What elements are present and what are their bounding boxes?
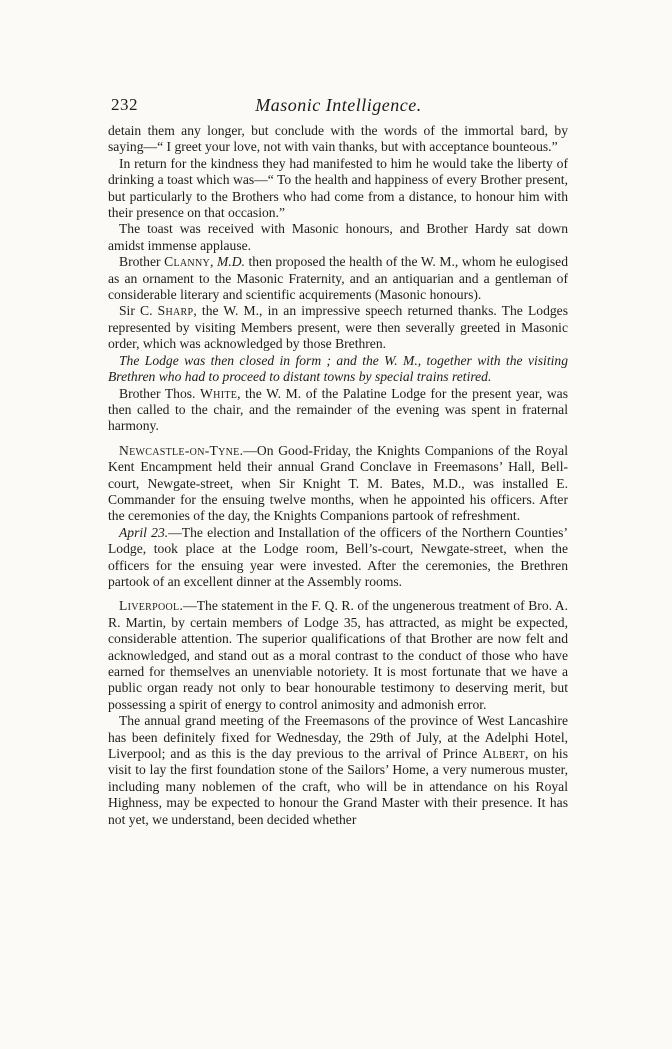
- date-heading: April 23.: [119, 524, 169, 540]
- article-body: [108, 123, 568, 828]
- page-header: [111, 95, 566, 119]
- person-title: , M.D.: [210, 254, 245, 270]
- paragraph-west-lancashire: [108, 713, 568, 828]
- person-name: Clanny: [164, 254, 210, 270]
- paragraph-tail: , on his visit to lay the first foundation stone of the Sailors’ Home, a very numerous muster, including many noblemen of the craft, who will be in attendance on his Royal Highness, may be expected to honour the Grand Master with their presence. It has not yet, we understand, been decided whether: [108, 746, 568, 827]
- paragraph-text: —The statement in the F. Q. R. of the ungenerous treatment of Bro. A. R. Martin, by certain members of Lodge 35, has attracted, as might be expected, considerable attention. The superior qualifications of that Brother are now felt and acknowledged, and stand out as a moral contrast to the conduct of those who have earned for themselves an unenviable notoriety. It is most fortunate that we have a public organ ready not only to bear honourable testimony to deserving merit, but possessing a spirit of energy to control animosity and admonish error.: [108, 598, 568, 712]
- paragraph-text: , the W. M., in an impressive speech returned thanks. The Lodges represented by visiting Members present, were then severally greeted in Masonic order, which was acknowledged by those Brethren.: [108, 303, 568, 352]
- paragraph-liverpool: [108, 598, 568, 713]
- paragraph-text: —The election and Installation of the officers of the Northern Counties’ Lodge, took place at the Lodge room, Bell’s-court, Newgate-street, when the officers for the ensuing year were invested. After the ceremonies, the Brethren partook of an excellent dinner at the Assembly rooms.: [108, 524, 568, 589]
- paragraph-toast-speech: [108, 156, 568, 222]
- paragraph-text: The toast was received with Masonic honours, and Brother Hardy sat down amidst immense applause.: [108, 221, 568, 253]
- paragraph-text: In return for the kindness they had manifested to him he would take the liberty of drinking a toast which was—“ To the health and happiness of every Brother present, but particularly to the Brothers who had come from a distance, to honour him with their presence on that occasion.”: [108, 155, 568, 221]
- person-name: Sharp: [157, 303, 194, 319]
- paragraph-brother-white: [108, 386, 568, 435]
- paragraph-text: The annual grand meeting of the Freemasons of the province of West Lancashire has been definitely fixed for Wednesday, the 29th of July, at the Adelphi Hotel, Liverpool; and as this is the day previous to the arrival of Prince: [108, 713, 568, 762]
- paragraph-newcastle: [108, 443, 568, 525]
- paragraph-continued-quote: [108, 123, 568, 156]
- paragraph-sir-sharp: [108, 303, 568, 352]
- running-head: Masonic Intelligence.: [255, 95, 422, 115]
- person-name: White: [200, 385, 238, 401]
- paragraph-text: , the W. M. of the Palatine Lodge for the present year, was then called to the chair, and the remainder of the evening was spent in fraternal harmony.: [108, 385, 568, 434]
- person-name: Albert: [482, 746, 526, 762]
- place-heading: Newcastle-on-Tyne.: [119, 442, 244, 458]
- paragraph-lead: Brother: [119, 254, 165, 270]
- paragraph-text: —On Good-Friday, the Knights Companions of the Royal Kent Encampment held their annual Grand Conclave in Freemasons’ Hall, Bell-court, Newgate-street, when Sir Knight T. M. Bates, M.D., was installed E. Commander for the ensuing twelve months, when he appointed his officers. After the ceremonies of the day, the Knights Companions partook of refreshment.: [108, 442, 568, 524]
- paragraph-text: then proposed the health of the W. M., whom he eulogised as an ornament to the Masonic Fraternity, and an antiquarian and a gentleman of considerable literary and scientific acquirements (Masonic honours).: [108, 254, 568, 303]
- paragraph-text: detain them any longer, but conclude with the words of the immortal bard, by saying—“ I greet your love, not with vain thanks, but with acceptance bounteous.”: [108, 123, 568, 155]
- paragraph-april-23: [108, 525, 568, 591]
- page-number: 232: [111, 95, 138, 114]
- place-heading: Liverpool.: [119, 598, 184, 614]
- paragraph-brother-clanny: [108, 254, 568, 303]
- paragraph-lodge-closed: [108, 353, 568, 386]
- paragraph-text: The Lodge was then closed in form ; and the W. M., together with the visiting Brethren who had to proceed to distant towns by special trains retired.: [108, 352, 568, 385]
- paragraph-lead: Brother Thos.: [119, 385, 201, 401]
- paragraph-toast-received: [108, 221, 568, 254]
- paragraph-lead: Sir C.: [119, 303, 158, 319]
